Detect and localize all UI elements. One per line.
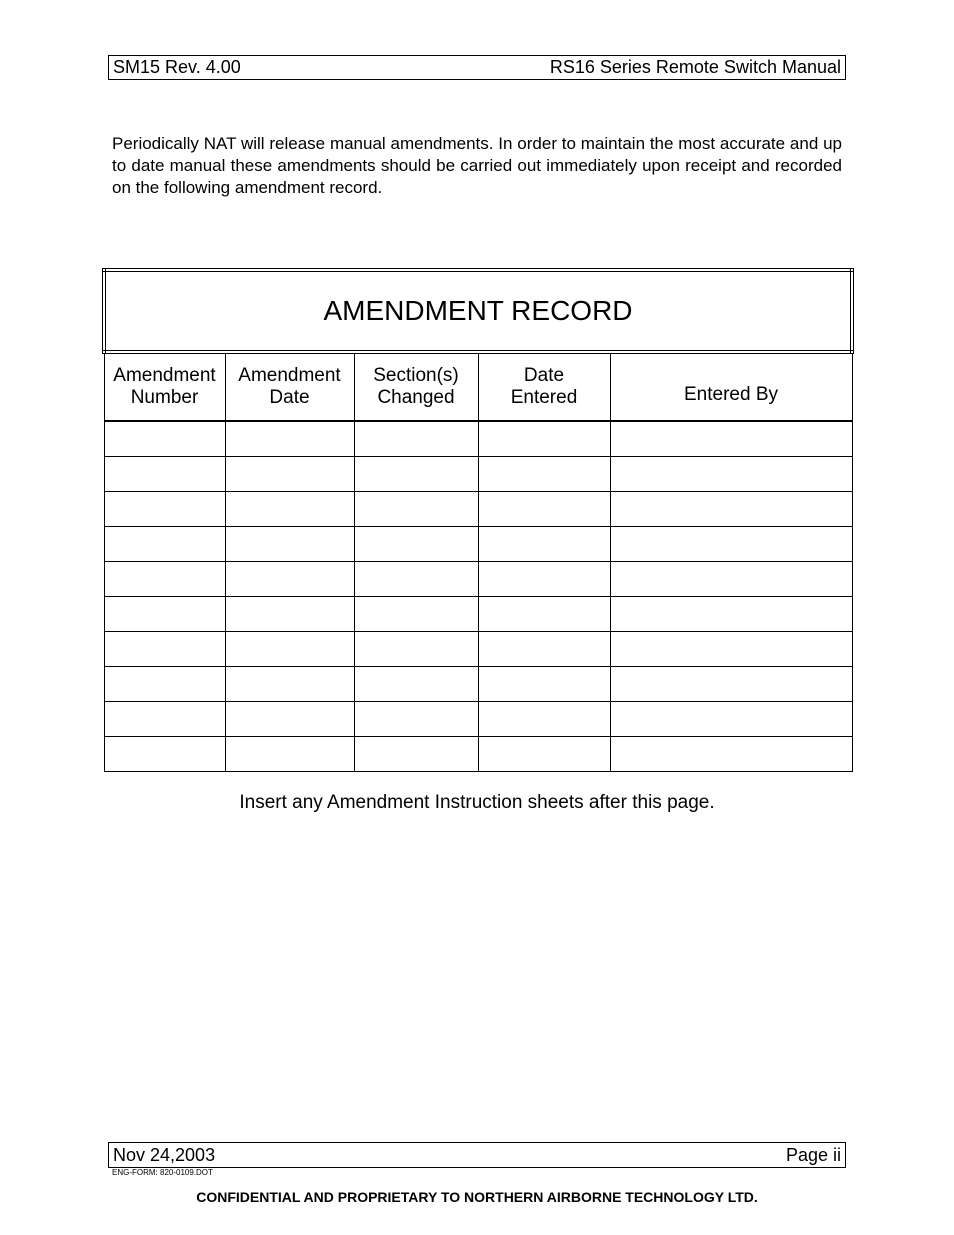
table-cell[interactable] <box>225 527 354 562</box>
table-cell[interactable] <box>104 702 225 737</box>
table-cell[interactable] <box>354 492 478 527</box>
table-cell[interactable] <box>225 737 354 772</box>
table-row <box>104 737 852 772</box>
column-header-date-entered <box>478 352 610 421</box>
column-header-line: Changed <box>377 387 455 408</box>
table-cell[interactable] <box>610 562 852 597</box>
table-row <box>104 457 852 492</box>
table-cell[interactable] <box>354 457 478 492</box>
table-row <box>104 597 852 632</box>
column-header-line: Entered By <box>684 384 778 405</box>
table-cell[interactable] <box>610 527 852 562</box>
table-cell[interactable] <box>104 492 225 527</box>
table-cell[interactable] <box>610 457 852 492</box>
table-cell[interactable] <box>610 492 852 527</box>
table-cell[interactable] <box>354 421 478 457</box>
table-cell[interactable] <box>610 632 852 667</box>
table-cell[interactable] <box>225 597 354 632</box>
table-cell[interactable] <box>610 667 852 702</box>
table-row <box>104 702 852 737</box>
table-cell[interactable] <box>354 632 478 667</box>
table-cell[interactable] <box>354 597 478 632</box>
column-header-line: Section(s) <box>373 365 459 386</box>
table-cell[interactable] <box>104 457 225 492</box>
column-header-line: Amendment <box>238 365 341 386</box>
table-cell[interactable] <box>225 457 354 492</box>
table-cell[interactable] <box>104 421 225 457</box>
table-cell[interactable] <box>478 667 610 702</box>
table-cell[interactable] <box>225 632 354 667</box>
column-header-line: Date <box>269 387 310 408</box>
table-row <box>104 562 852 597</box>
column-header-line: Number <box>130 387 199 408</box>
table-cell[interactable] <box>610 702 852 737</box>
table-cell[interactable] <box>478 562 610 597</box>
table-cell[interactable] <box>354 702 478 737</box>
table-cell[interactable] <box>478 632 610 667</box>
table-row <box>104 421 852 457</box>
table-cell[interactable] <box>478 597 610 632</box>
table-cell[interactable] <box>610 421 852 457</box>
table-cell[interactable] <box>610 597 852 632</box>
footer-date: Nov 24,2003 <box>113 1144 216 1165</box>
intro-paragraph: Periodically NAT will release manual amendments. In order to maintain the most accurate and up to date manual these amendments should be carried out immediately upon receipt and recorded on the following amendment record. <box>112 134 842 197</box>
table-cell[interactable] <box>610 737 852 772</box>
column-header-entered-by <box>610 352 852 421</box>
table-cell[interactable] <box>225 702 354 737</box>
insert-instruction-note: Insert any Amendment Instruction sheets after this page. <box>239 792 715 813</box>
table-cell[interactable] <box>225 667 354 702</box>
column-header-line: Entered <box>510 387 578 408</box>
table-cell[interactable] <box>225 492 354 527</box>
table-cell[interactable] <box>104 597 225 632</box>
column-header-line: Date <box>523 365 565 386</box>
column-header-amendment-date <box>225 352 354 421</box>
table-row <box>104 667 852 702</box>
table-row <box>104 492 852 527</box>
footer-page-number: Page ii <box>785 1144 841 1165</box>
column-header-sections-changed <box>354 352 478 421</box>
confidentiality-notice: CONFIDENTIAL AND PROPRIETARY TO NORTHERN AIRBORNE TECHNOLOGY LTD. <box>196 1189 758 1205</box>
table-cell[interactable] <box>104 527 225 562</box>
table-cell[interactable] <box>354 527 478 562</box>
table-cell[interactable] <box>478 737 610 772</box>
table-cell[interactable] <box>478 702 610 737</box>
table-cell[interactable] <box>478 457 610 492</box>
form-code: ENG-FORM: 820-0109.DOT <box>112 1168 213 1177</box>
table-cell[interactable] <box>104 632 225 667</box>
table-cell[interactable] <box>225 562 354 597</box>
page-footer <box>108 1142 846 1168</box>
table-cell[interactable] <box>478 527 610 562</box>
table-cell[interactable] <box>104 562 225 597</box>
table-cell[interactable] <box>354 737 478 772</box>
table-cell[interactable] <box>225 421 354 457</box>
table-cell[interactable] <box>104 667 225 702</box>
column-header-line: Amendment <box>113 365 216 386</box>
table-cell[interactable] <box>354 667 478 702</box>
amendment-record-title: AMENDMENT RECORD <box>104 270 852 352</box>
column-header-amendment-number <box>104 352 225 421</box>
table-row <box>104 527 852 562</box>
table-cell[interactable] <box>104 737 225 772</box>
amendment-record-table <box>102 268 854 772</box>
table-row <box>104 632 852 667</box>
header-manual-title: RS16 Series Remote Switch Manual <box>549 57 841 77</box>
table-cell[interactable] <box>354 562 478 597</box>
header-doc-revision: SM15 Rev. 4.00 <box>113 57 241 77</box>
table-cell[interactable] <box>478 492 610 527</box>
page-header <box>108 55 846 80</box>
table-cell[interactable] <box>478 421 610 457</box>
